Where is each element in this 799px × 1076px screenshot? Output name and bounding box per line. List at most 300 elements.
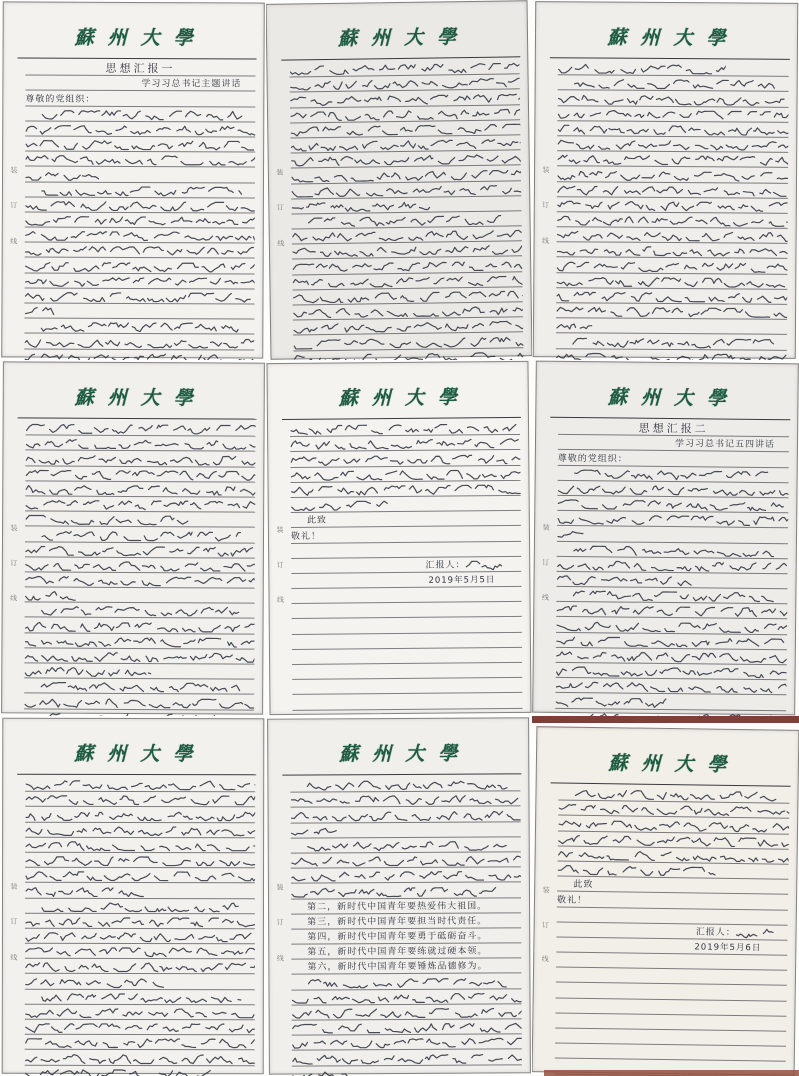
ruled-line bbox=[25, 167, 255, 183]
handwriting-scribble bbox=[557, 528, 585, 540]
ruled-line bbox=[291, 974, 521, 990]
ruled-line bbox=[555, 708, 786, 716]
handwriting-scribble bbox=[557, 864, 716, 878]
ruled-line bbox=[24, 319, 254, 335]
line-content bbox=[25, 1021, 255, 1034]
ruled-line bbox=[25, 822, 255, 838]
ruled-line bbox=[24, 334, 254, 350]
line-content bbox=[25, 808, 255, 821]
closing-regards: 此致 bbox=[573, 880, 594, 891]
page-sheet bbox=[532, 361, 799, 716]
line-content bbox=[25, 619, 255, 633]
handwriting-scribble bbox=[25, 825, 255, 837]
university-wordmark: 蘇州大學 bbox=[74, 26, 207, 50]
ruled-line bbox=[556, 273, 787, 290]
binding-margin-char: 订 bbox=[276, 203, 284, 212]
handwriting-scribble bbox=[25, 870, 255, 882]
ruled-line bbox=[25, 898, 255, 914]
ruled-line bbox=[557, 121, 788, 138]
salutation: 尊敬的党组织： bbox=[557, 453, 628, 465]
line-content bbox=[24, 320, 254, 334]
handwriting-scribble bbox=[291, 825, 337, 837]
line-content bbox=[290, 778, 520, 792]
ruled-line bbox=[25, 929, 255, 945]
line-content bbox=[25, 153, 255, 167]
handwriting-rows bbox=[24, 420, 256, 716]
line-content bbox=[556, 664, 787, 679]
handwriting-scribble bbox=[41, 184, 242, 197]
handwriting-scribble bbox=[557, 513, 788, 527]
ruled-line bbox=[25, 527, 255, 543]
ruled-line bbox=[291, 913, 521, 929]
ruled-line bbox=[25, 466, 255, 482]
ruled-line bbox=[25, 1050, 255, 1066]
ruled-line bbox=[292, 1004, 522, 1020]
line-content bbox=[291, 853, 521, 867]
binding-margin bbox=[538, 362, 554, 712]
report-title: 思想汇报二 bbox=[638, 421, 709, 436]
handwriting-scribble bbox=[290, 422, 520, 436]
ruled-line bbox=[291, 943, 521, 959]
line-content bbox=[25, 1067, 255, 1076]
line-content bbox=[558, 451, 789, 466]
handwriting-scribble bbox=[25, 961, 255, 973]
ruled-line bbox=[291, 959, 521, 975]
ruled-line bbox=[556, 349, 787, 360]
ruled-line bbox=[25, 1035, 255, 1051]
ruled-line bbox=[291, 837, 521, 853]
line-content bbox=[25, 244, 255, 258]
line-content bbox=[291, 975, 521, 989]
line-content bbox=[25, 991, 255, 1004]
line-content bbox=[25, 915, 255, 928]
university-wordmark: 蘇州大學 bbox=[339, 742, 472, 766]
line-content bbox=[557, 558, 788, 573]
list-item: 第二，新时代中国青年要热爱伟大祖国。 bbox=[307, 901, 488, 913]
line-content bbox=[25, 604, 255, 618]
university-wordmark: 蘇州大學 bbox=[74, 742, 207, 766]
ruled-line bbox=[25, 76, 255, 92]
line-content bbox=[556, 603, 787, 618]
handwriting-scribble bbox=[25, 230, 255, 243]
ruled-line bbox=[291, 822, 521, 838]
handwriting-scribble bbox=[574, 78, 776, 91]
ruled-line bbox=[290, 776, 520, 792]
handwriting-scribble bbox=[25, 154, 255, 167]
ruled-line bbox=[25, 182, 255, 198]
line-content bbox=[556, 304, 787, 319]
ruled-line bbox=[25, 868, 255, 884]
handwriting-scribble bbox=[556, 245, 787, 259]
handwriting-scribble bbox=[40, 681, 241, 694]
list-item: 第三，新时代中国青年要担当时代责任。 bbox=[307, 916, 488, 928]
line-content bbox=[25, 92, 255, 106]
ruled-line bbox=[291, 883, 521, 899]
page-sheet bbox=[2, 718, 265, 1074]
handwriting-scribble bbox=[558, 93, 789, 107]
ruled-line bbox=[25, 777, 255, 793]
binding-margin-char: 订 bbox=[10, 918, 18, 927]
binding-margin-char: 线 bbox=[276, 954, 284, 963]
line-content bbox=[557, 482, 788, 497]
binding-margin-char: 订 bbox=[276, 561, 284, 570]
handwriting-scribble bbox=[290, 794, 520, 807]
line-content bbox=[25, 467, 255, 481]
ruled-line bbox=[556, 334, 787, 351]
handwriting-scribble bbox=[25, 1052, 255, 1064]
ruled-line bbox=[25, 121, 255, 137]
handwriting-scribble bbox=[25, 976, 164, 988]
line-content bbox=[557, 228, 788, 243]
line-content bbox=[291, 543, 521, 558]
ruled-line bbox=[25, 807, 255, 823]
scanned-page-7 bbox=[0, 716, 266, 1076]
page-sheet bbox=[1, 361, 265, 714]
line-content bbox=[292, 1036, 522, 1050]
handwriting-scribble bbox=[25, 931, 255, 943]
line-content bbox=[556, 350, 787, 360]
line-content bbox=[25, 198, 255, 212]
line-content bbox=[557, 512, 788, 527]
scanned-page-9 bbox=[532, 716, 799, 1076]
handwriting-scribble bbox=[25, 590, 76, 602]
report-date: 2019年5月5日 bbox=[428, 575, 496, 586]
handwriting-scribble bbox=[557, 483, 788, 497]
handwriting-scribble bbox=[25, 855, 255, 867]
handwriting-scribble bbox=[25, 1068, 211, 1076]
line-content bbox=[25, 1036, 255, 1049]
handwriting-scribble bbox=[290, 437, 520, 451]
ruled-line bbox=[557, 182, 788, 199]
university-wordmark: 蘇州大學 bbox=[607, 386, 741, 410]
handwriting-scribble bbox=[555, 680, 786, 694]
ruled-line bbox=[24, 648, 254, 664]
ruled-line bbox=[557, 106, 788, 123]
binding-margin-char: 装 bbox=[276, 168, 284, 177]
line-content bbox=[25, 168, 255, 182]
header-rule bbox=[18, 57, 257, 59]
university-wordmark: 蘇州大學 bbox=[74, 386, 207, 410]
binding-margin-char: 装 bbox=[276, 883, 284, 892]
line-content bbox=[558, 77, 789, 92]
line-content bbox=[290, 452, 520, 467]
ruled-line bbox=[25, 1005, 255, 1021]
handwriting-scribble bbox=[25, 215, 255, 228]
line-content bbox=[292, 1005, 522, 1019]
line-content bbox=[556, 649, 787, 664]
line-content bbox=[558, 92, 789, 107]
line-content bbox=[25, 884, 255, 897]
handwriting-scribble bbox=[25, 468, 255, 481]
page-sheet bbox=[266, 0, 532, 360]
reporter-signature-scribble bbox=[736, 927, 774, 940]
handwriting-scribble bbox=[557, 108, 788, 122]
ruled-line bbox=[25, 603, 255, 619]
line-content bbox=[558, 467, 789, 482]
ruled-line bbox=[25, 883, 255, 899]
report-date: 2019年5月6日 bbox=[694, 942, 762, 954]
handwriting-scribble bbox=[557, 229, 788, 243]
handwriting-scribble bbox=[557, 199, 788, 213]
line-content bbox=[555, 679, 786, 694]
line-content bbox=[25, 558, 255, 572]
handwriting-scribble bbox=[557, 123, 788, 137]
handwriting-scribble bbox=[574, 468, 776, 482]
ruled-line bbox=[291, 852, 521, 868]
line-content bbox=[25, 122, 255, 136]
handwriting-scribble bbox=[556, 321, 593, 333]
handwriting-scribble bbox=[25, 620, 255, 633]
ruled-line bbox=[293, 348, 523, 360]
line-content bbox=[291, 808, 521, 822]
line-content bbox=[24, 649, 254, 663]
line-content bbox=[25, 1051, 255, 1064]
page-sheet bbox=[266, 361, 531, 715]
ruled-line bbox=[25, 572, 255, 588]
binding-margin-char: 装 bbox=[10, 166, 18, 175]
ruled-line bbox=[25, 496, 255, 512]
handwriting-scribble bbox=[292, 1037, 522, 1050]
university-wordmark: 蘇州大學 bbox=[338, 386, 471, 410]
line-content bbox=[290, 793, 520, 807]
ruled-line bbox=[25, 989, 255, 1005]
binding-margin-char: 订 bbox=[542, 558, 550, 567]
ruled-line bbox=[25, 974, 255, 990]
ruled-line bbox=[26, 420, 256, 436]
handwriting-scribble bbox=[24, 351, 254, 360]
university-wordmark: 蘇州大學 bbox=[608, 752, 741, 777]
handwriting-rows bbox=[555, 785, 790, 1076]
ruled-line bbox=[25, 1065, 255, 1076]
handwriting-scribble bbox=[290, 453, 520, 467]
ruled-line bbox=[25, 212, 255, 228]
ruled-line bbox=[24, 304, 254, 320]
handwriting-scribble bbox=[557, 559, 788, 573]
ruled-line bbox=[25, 959, 255, 975]
university-wordmark: 蘇州大學 bbox=[607, 26, 740, 50]
handwriting-scribble bbox=[25, 559, 255, 572]
binding-margin-char: 订 bbox=[10, 559, 18, 568]
line-content bbox=[25, 945, 255, 958]
line-content bbox=[24, 350, 254, 360]
ruled-line bbox=[25, 792, 255, 808]
ruled-line bbox=[292, 1050, 522, 1066]
line-content bbox=[291, 945, 521, 959]
line-content bbox=[556, 259, 787, 274]
salutation: 尊敬的党组织： bbox=[25, 94, 96, 105]
binding-margin-char: 装 bbox=[542, 523, 550, 532]
closing-salute: 敬礼！ bbox=[556, 894, 588, 906]
handwriting-scribble bbox=[291, 199, 430, 213]
line-content bbox=[291, 884, 521, 898]
line-content bbox=[25, 854, 255, 867]
ruled-line bbox=[557, 167, 788, 184]
handwriting-scribble bbox=[25, 139, 255, 152]
handwriting-rows bbox=[556, 60, 789, 360]
line-content bbox=[25, 573, 255, 587]
line-content bbox=[292, 603, 522, 618]
ruled-line bbox=[556, 303, 787, 320]
line-content bbox=[291, 497, 521, 512]
line-content bbox=[557, 153, 788, 168]
handwriting-scribble bbox=[573, 544, 775, 558]
handwriting-scribble bbox=[557, 169, 788, 183]
handwriting-scribble bbox=[292, 1022, 522, 1035]
line-content bbox=[292, 1021, 522, 1035]
line-content bbox=[25, 437, 255, 451]
handwriting-scribble bbox=[25, 794, 255, 806]
handwriting-scribble bbox=[25, 199, 255, 212]
line-content bbox=[25, 214, 255, 228]
line-content bbox=[558, 61, 789, 76]
binding-margin-char: 订 bbox=[542, 201, 550, 210]
handwriting-rows bbox=[24, 61, 255, 360]
report-subtitle: 学习习总书记五四讲话 bbox=[674, 439, 776, 451]
line-content bbox=[25, 869, 255, 882]
handwriting-scribble bbox=[557, 184, 788, 198]
handwriting-scribble bbox=[25, 260, 255, 273]
ruled-line bbox=[557, 136, 788, 153]
line-content bbox=[25, 183, 255, 197]
handwriting-scribble bbox=[557, 154, 788, 168]
ruled-line bbox=[25, 542, 255, 558]
handwriting-scribble bbox=[292, 1006, 522, 1019]
ruled-line bbox=[558, 91, 789, 108]
line-content bbox=[25, 452, 255, 466]
ruled-line bbox=[24, 349, 254, 360]
handwriting-scribble bbox=[291, 499, 389, 512]
page-sheet bbox=[533, 1, 798, 359]
handwriting-scribble bbox=[25, 1007, 255, 1019]
report-subtitle: 学习习总书记主题讲话 bbox=[141, 79, 242, 90]
ruled-line bbox=[291, 989, 521, 1005]
line-content bbox=[557, 198, 788, 213]
ruled-line bbox=[292, 1019, 522, 1035]
ruled-line bbox=[25, 838, 255, 854]
handwriting-rows bbox=[290, 776, 522, 1076]
line-content bbox=[291, 527, 521, 542]
line-content bbox=[290, 467, 520, 482]
handwriting-scribble bbox=[291, 870, 521, 883]
ruled-line bbox=[25, 944, 255, 960]
handwriting-scribble bbox=[24, 635, 254, 648]
list-item: 第四，新时代中国青年要勇于砥砺奋斗。 bbox=[307, 931, 488, 943]
line-content bbox=[24, 305, 254, 319]
handwriting-scribble bbox=[290, 468, 520, 482]
ruled-line bbox=[291, 807, 521, 823]
line-content bbox=[25, 975, 255, 988]
ruled-line bbox=[25, 1020, 255, 1036]
handwriting-scribble bbox=[25, 916, 255, 928]
line-content bbox=[291, 914, 521, 928]
binding-margin bbox=[539, 2, 553, 356]
ruled-line bbox=[25, 273, 255, 289]
scanned-page-6 bbox=[532, 360, 799, 716]
binding-margin-char: 线 bbox=[541, 593, 549, 602]
scanned-page-8 bbox=[266, 716, 532, 1076]
ruled-line bbox=[556, 288, 787, 305]
handwriting-rows bbox=[290, 420, 523, 716]
line-content bbox=[557, 213, 788, 228]
line-content bbox=[291, 512, 521, 527]
line-content bbox=[556, 320, 787, 335]
line-content bbox=[26, 422, 256, 436]
line-content bbox=[292, 664, 522, 679]
line-content bbox=[25, 1006, 255, 1019]
handwriting-scribble bbox=[292, 1068, 362, 1076]
handwriting-scribble bbox=[25, 245, 255, 258]
line-content bbox=[291, 960, 521, 974]
page-sheet bbox=[1, 1, 265, 358]
handwriting-scribble bbox=[25, 514, 192, 527]
ruled-line bbox=[25, 197, 255, 213]
line-content bbox=[291, 838, 521, 852]
page-sheet bbox=[267, 717, 531, 1074]
handwriting-scribble bbox=[556, 305, 787, 319]
handwriting-scribble bbox=[25, 1022, 255, 1034]
ruled-line bbox=[556, 242, 787, 259]
ruled-line bbox=[556, 258, 787, 275]
ruled-line bbox=[25, 258, 255, 274]
ruled-line bbox=[291, 898, 521, 914]
line-content bbox=[556, 588, 787, 603]
binding-margin-char: 线 bbox=[277, 239, 285, 248]
list-item: 第五，新时代中国青年要练就过硬本领。 bbox=[307, 946, 488, 958]
line-content bbox=[291, 990, 521, 1004]
line-content bbox=[556, 573, 787, 588]
ruled-line bbox=[25, 243, 255, 259]
ruled-line bbox=[25, 557, 255, 573]
line-content bbox=[292, 634, 522, 649]
scanned-page-5 bbox=[266, 360, 532, 716]
line-content bbox=[25, 528, 255, 542]
handwriting-scribble bbox=[25, 809, 255, 821]
line-content bbox=[25, 778, 255, 791]
closing-salute: 敬礼！ bbox=[290, 531, 322, 542]
line-content bbox=[291, 869, 521, 883]
ruled-line bbox=[25, 91, 255, 107]
scan-artifact-bottom-strip bbox=[544, 1070, 799, 1076]
ruled-line bbox=[556, 318, 787, 335]
handwriting-scribble bbox=[25, 499, 255, 512]
handwriting-scribble bbox=[556, 635, 787, 649]
university-wordmark: 蘇州大學 bbox=[337, 25, 471, 50]
line-content bbox=[25, 824, 255, 837]
handwriting-scribble bbox=[24, 336, 254, 349]
line-content bbox=[292, 679, 522, 694]
line-content bbox=[25, 62, 255, 76]
handwriting-scribble bbox=[25, 453, 255, 466]
line-content bbox=[25, 274, 255, 288]
ruled-line bbox=[25, 152, 255, 168]
line-content bbox=[25, 229, 255, 243]
handwriting-scribble bbox=[41, 992, 242, 1004]
handwriting-scribble bbox=[556, 351, 787, 360]
handwriting-rows bbox=[555, 420, 789, 716]
list-item: 第六，新时代中国青年要锤炼品德修为。 bbox=[307, 961, 488, 973]
handwriting-scribble bbox=[25, 1037, 255, 1049]
handwriting-scribble bbox=[41, 321, 242, 334]
report-title: 思想汇报一 bbox=[105, 62, 176, 76]
ruled-line bbox=[25, 451, 255, 467]
ruled-line bbox=[292, 1035, 522, 1051]
binding-margin-char: 线 bbox=[541, 955, 549, 964]
line-content bbox=[25, 482, 255, 496]
handwriting-scribble bbox=[293, 350, 523, 360]
line-content bbox=[25, 960, 255, 973]
handwriting-scribble bbox=[25, 544, 255, 557]
handwriting-scribble bbox=[25, 779, 255, 791]
